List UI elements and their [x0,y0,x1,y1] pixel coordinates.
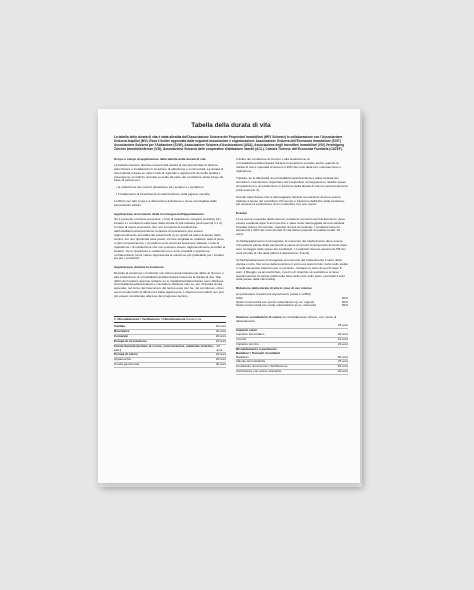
rate-row: Uffici 20% [236,295,348,300]
heading-scope: Scopo e campi di applicazione della tabella della durata di vita [114,157,206,162]
rate-row: Spazi commerciali con molte sollecitazioni (p.es. ristoranti) 50% [236,303,348,308]
paragraph: Durante la locazione i conduttori non hanno automaticamente diritto al rinnovo o alla sostituzione di un'installazione/attrezzatura trascorsa la durata di vita. Tale diritto del locatore assume soltanto se le installazioni/attrezzature sono difettose. Un'installazione/attrezzatura o condotture difettose solo se, pur di durata di vita superata, nel corso del trascorrere del tempo essa non ha, nel complesso, oltre i suoi normali rischi di difetti ed è stata ragionevole. L'ulteriore uso utilizzi non può più essere considerato alla luce del progresso tecnico. [114,270,225,299]
table-row: Caldaia 20 anni [114,323,226,328]
reduction-note: (in particolare rivestimenti di pavimenti, pareti e soffitti) [236,291,311,296]
table-row: Sonda geotermica 40 anni [114,362,226,367]
table-row: Stazione scambiatore di calore per riscaldamento urbano, incl. tassa di allacciamento [236,315,337,324]
right-column [236,158,348,308]
table-subheading: Radiatori / Pannelli riscaldanti [236,350,281,355]
table-row: Impianto fotovoltaico 20 anni [236,332,348,336]
table-row: Radiatori 50 anni [236,354,348,359]
table-row: Verniciature con resine sintetiche 20 anni [236,369,348,374]
lifespan-tables [114,316,348,375]
heading-reduction: Riduzione della durata di vita in caso di uso intenso [236,286,313,291]
table-subheading: Riscaldamento a pavimento [236,346,277,351]
paragraph: Tuttavia, se la difettosità di un'installazione/attrezzatura è stata causata dai conduttori, essi devono rispondere del pregiudizio conseguente le relative spese di riparazione o di sostituzione in funzione della durata di vita non ancora decorsa (vedi esempio 3). [236,176,348,192]
table-header: 1. Riscaldamento / Ventilazione / Climatizzazione Durata di vita [114,316,226,323]
table-row: Pompa di calore 20 anni [114,352,226,357]
heading-during-lease: Applicazione durante la locazione [114,265,164,270]
paragraph: La tabella contiene direttive inerenti alla durata di vita presumibile di diverse attrezzature e installazioni in locazione di abitazione e commerciali. La durata di vita indicata si basa su valori medi di materiali e apparecchi di media qualità e presuppone un utilizzo normale a medio da parte del conduttore. Essa funge da base di calcolo per: [114,162,224,183]
bullet-item: • il trattamento di investimenti di valorizzazione sulla pigione mensile. [116,192,211,197]
table-row: Apparecchio 20 anni [114,357,226,362]
table-row: Valvole termostatiche 25 anni [236,359,348,364]
example-1: 1) La nuova moquette della camera, posata al momento del trasferimento, deve essere sostituita dopo 6 anni perché è stata molto danneggiata da una candela bruciata (tracce di incendio, macchie di cera di candela). I conduttori devono assumersi il 40% dei costi (durata di vita della moquette di qualità media: 10 anni). [236,216,346,237]
text-columns [114,158,348,308]
rate-row: Spazi commerciali con poche sollecitazioni (p.es. negozi) 30% [236,299,348,304]
example-2: 2) Nell'appartamento riconsegnato, al momento del trasferimento deve essere rinnovata la parete della cameretta a causa di spruzzi di acquerello accanto dopo aver conteggio delle spese dei conduttori. I conduttori devono assumersi 5/8 dei costi (durata di vita della pittura a dispersione: 8 anni). [236,239,348,255]
table-row: Comando 20 anni [114,333,226,338]
table-heat-sources [236,316,348,375]
intro-paragraph: La tabella della durata di vita è stata allestita dall'Associazione Svizzera dei Proprietari Immobiliari (HEV Schweiz) in collaborazione con l'Associazione Svizzera Inquilini (MV). Essa è inoltre approvata dalle seguenti associazioni e organizzazioni: Associazione Svizzera dell'Economia Immobiliare (SVIT) Associazione Svizzera per l'Abitazione (SVW), Associazione Svizzera d'Assicurazioni (ASA), Associazione degli Investitori Immobiliari (VIV) Vereinigung Zürcher Immobilienfirmen (VZI), Associazione Svizzera delle cooperative d'abitazione liberali (ACL), Camera Ticinese dell'Economia Fondiaria (CATEF). [114,135,345,152]
paragraph: L'utilizzo per altri scopi è a discrezione dell'utente e viene sconsigliato dalle associazioni editrici. [114,199,217,208]
table-subheading: Impianti solari [236,328,257,333]
table-row: Pompa di circolazione 20 anni [114,338,226,343]
paragraph: Se è presente un'usura eccessiva, i costi di riparazione vengono suddivisi tra i locatori e i conduttori sulla base della durata di vita indicata (vedi esempi 1 e 2). In caso di usura eccessiva, che non comporta la sostituzione dell'installazione/attrezzatura, la fattura di riparazione può essere ragionevolmente accollata dai subentranti (p.es. graffi sul piano di lavoro della cucina, fori non ripristinati nelle pareti, vernice sfogliata su radiatori, telai di porte o parti sul pavimento). I conduttori sono tenuti ad assumere soltanto i costi di riparazione / di sostituzione che non possono essere ragionevolmente accollati ai locatori. Se le riparazioni e sostituzioni non sono possibili o opportune, un'indennità di minor valore rappresenta la soluzione più praticabile per i locatori, sia per i conduttori. [114,217,226,261]
left-column [114,158,226,308]
table-row: 25 anni [236,324,348,329]
bullet-item: • la ripartizione dei costi di riparazione tra i locatori e i conduttori [116,185,204,190]
table-row: Condutture di raccordo / distribuzione 50 anni [236,364,348,369]
example-3: 3) Nell'appartamento riconsegnato al momento del trasferimento il vetro della doccia è rotto. Nel corso della locazione il vetro era stato fornito molto nello studio e nella cameretta ciascuno per un periodo - Soltanto in caso di vecchi dopo 8 anni. Il fitteggio va ammortizzato, il pezzo di ricambio va sostituito e si deve supplementare la parete pulita sulla base delle note sullo stato, eventuali 3 anni sulla parete della cameretta). [236,257,348,282]
table-row: Impianto termico 20 anni [236,341,348,346]
paragraph: Pocolle attrezzature che si danneggiano durante la locazione devono essere riparate a spese dei conduttori. Più tempo è trascorso dall'inizio della locazione, più avviene la sostituzione di un conduttore con uno nuovo. [236,194,345,207]
heading-return: Applicazione al momento della riconsegna dell'appartamento [114,211,204,216]
document-title: Tabella della durata di vita [191,122,271,129]
table-heating [114,316,226,375]
heading-examples: Esempi [236,211,248,216]
table-row: Canna fumaria (acciaio al cromo, vetroceramica, materiale sintetico, ecc.) 20 anni [114,345,226,354]
document-page [98,109,360,483]
paragraph: Il diritto del conduttore al rinnovo o alla sostituzione di un'installazione/attrezzatura durante la locazione sussiste anche quando la durata di vita è superata di almeno il 40% dei costi della loro manutenzione o riparazione. [236,157,342,174]
table-row: Bruciatore 20 anni [114,328,226,333]
table-row: Inverter 10 anni [236,336,348,341]
